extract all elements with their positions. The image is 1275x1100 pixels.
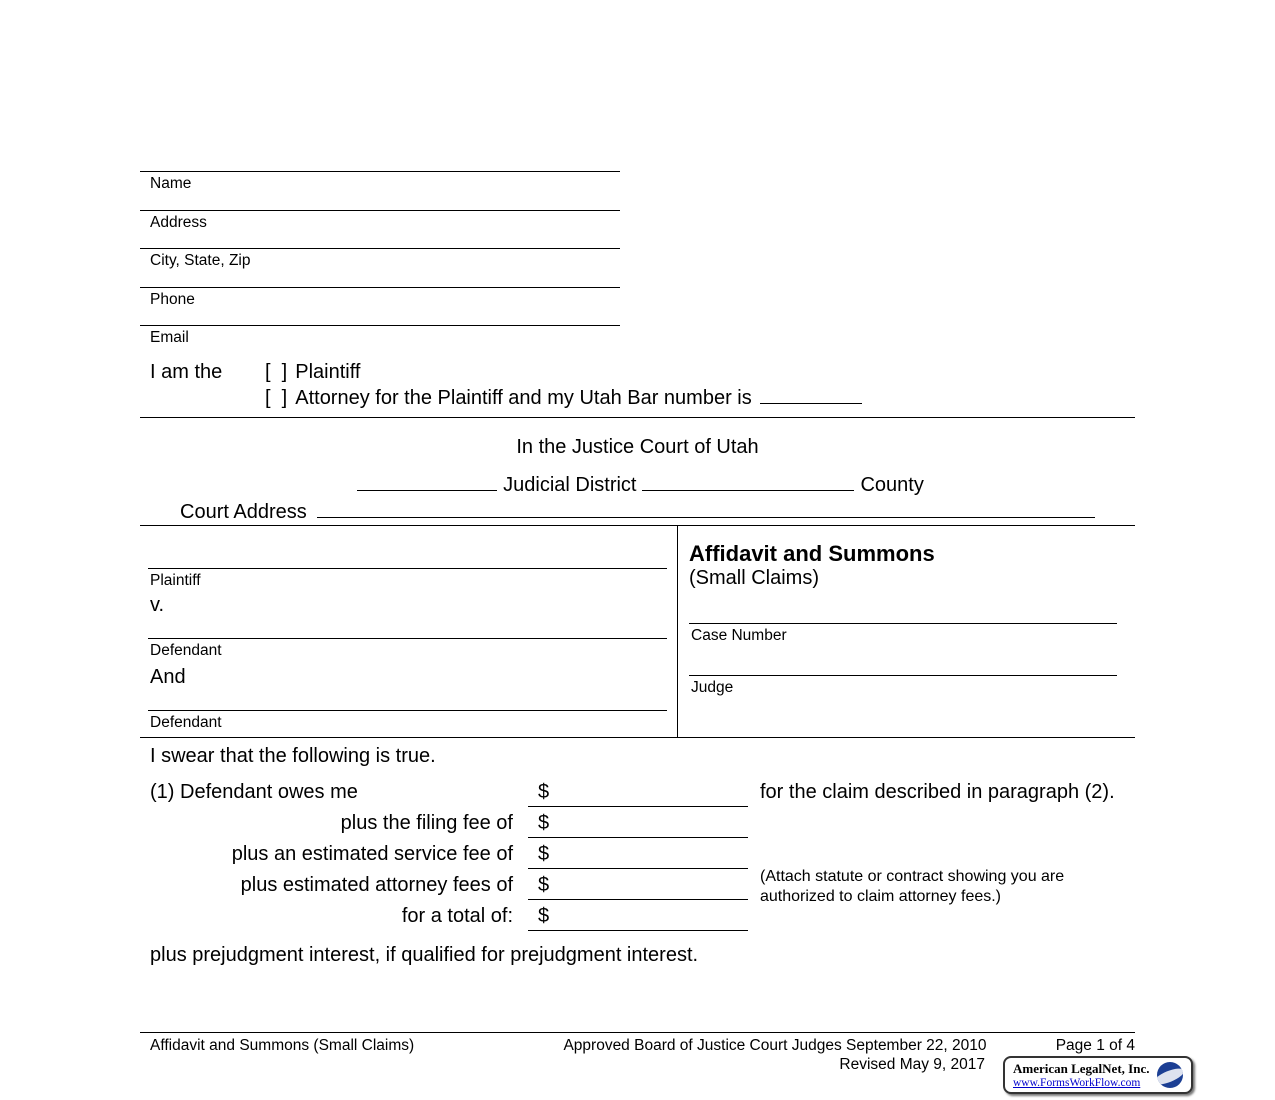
legalnet-url-link[interactable]: www.FormsWorkFlow.com [1013,1077,1141,1089]
filing-fee-label: plus the filing fee of [340,812,513,834]
plaintiff-option-row [265,361,862,384]
form-subtitle: (Small Claims) [689,567,819,589]
email-field[interactable] [140,325,620,364]
plaintiff-name-field[interactable] [148,568,667,569]
defendant2-name-field[interactable] [148,710,667,711]
court-title: In the Justice Court of Utah [516,436,759,458]
contact-fields [140,171,620,364]
globe-logo-icon [1157,1062,1183,1088]
legalnet-badge [1003,1056,1193,1094]
owed-label: (1) Defendant owes me [150,781,358,803]
dollar-sign: $ [538,905,550,927]
attorney-option-label: Attorney for the Plaintiff and my Utah Bar number is [295,387,752,409]
caption-parties [140,526,678,737]
judge-label: Judge [691,679,734,696]
total-label: for a total of: [401,905,513,927]
case-number-label: Case Number [691,627,787,644]
judicial-district-field[interactable] [357,471,497,491]
footer-revised-line: Revised May 9, 2017 [839,1056,985,1073]
claim-row-owed [150,781,1220,812]
footer-page-number: Page 1 of 4 [1055,1037,1135,1054]
plaintiff-checkbox[interactable]: [ ] [265,361,288,383]
defendant-name-field[interactable] [148,638,667,639]
attorney-fees-note-line1: (Attach statute or contract showing you are [760,868,1065,885]
service-fee-field[interactable] [528,843,748,869]
identity-section [150,361,862,410]
attorney-fees-note [760,867,1190,907]
page-footer [140,1032,1135,1074]
city-state-zip-label: City, State, Zip [150,252,251,269]
versus-label: v. [150,594,165,616]
and-label: And [150,666,186,688]
caption-case-info [679,526,1135,737]
total-amount-field[interactable] [528,905,748,931]
phone-field[interactable] [140,287,620,326]
city-state-zip-field[interactable] [140,248,620,287]
identity-prefix: I am the [150,361,223,383]
service-fee-label: plus an estimated service fee of [231,843,513,865]
legalnet-badge-text [1013,1061,1149,1089]
county-field[interactable] [642,471,854,491]
attorney-fees-field[interactable] [528,874,748,900]
dollar-sign: $ [538,843,550,865]
footer-doc-title: Affidavit and Summons (Small Claims) [150,1037,415,1054]
form-title: Affidavit and Summons [689,541,935,566]
court-address-line [180,498,1095,524]
claim-amounts [150,781,1220,936]
footer-approved-line: Approved Board of Justice Court Judges September 22, 2010 [563,1037,987,1054]
claim-row-filing-fee [150,812,1220,843]
judge-field[interactable] [689,675,1117,676]
name-field[interactable] [140,171,620,210]
plaintiff-option-label: Plaintiff [295,361,361,383]
dollar-sign: $ [538,781,550,803]
dollar-sign: $ [538,812,550,834]
owed-amount-field[interactable] [528,781,748,807]
county-label: County [860,474,924,496]
case-number-field[interactable] [689,623,1117,624]
defendant-label: Defendant [150,642,222,659]
address-label: Address [150,213,207,231]
attorney-option-row [265,384,862,410]
district-line [140,471,1135,497]
court-address-label: Court Address [180,501,307,523]
plaintiff-label: Plaintiff [150,572,201,589]
address-field[interactable] [140,210,620,249]
owed-suffix: for the claim described in paragraph (2). [760,781,1115,803]
prejudgment-statement: plus prejudgment interest, if qualified for prejudgment interest. [150,944,699,966]
judicial-district-label: Judicial District [503,474,637,496]
attorney-fees-label: plus estimated attorney fees of [240,874,513,896]
defendant2-label: Defendant [150,714,222,731]
identity-options [265,361,862,410]
claim-row-total [150,905,1220,936]
phone-label: Phone [150,290,195,308]
legalnet-company: American LegalNet, Inc. [1013,1061,1150,1076]
oath-statement: I swear that the following is true. [150,745,436,767]
dollar-sign: $ [538,874,550,896]
section-divider [140,417,1135,418]
name-label: Name [150,175,192,192]
email-label: Email [150,329,189,346]
footer-approval [525,1036,1025,1074]
filing-fee-field[interactable] [528,812,748,838]
caption-box [140,525,1135,738]
court-address-field[interactable] [317,498,1095,518]
attorney-fees-note-line2: authorized to claim attorney fees.) [760,888,1002,905]
bar-number-field[interactable] [760,384,862,404]
attorney-checkbox[interactable]: [ ] [265,387,288,409]
